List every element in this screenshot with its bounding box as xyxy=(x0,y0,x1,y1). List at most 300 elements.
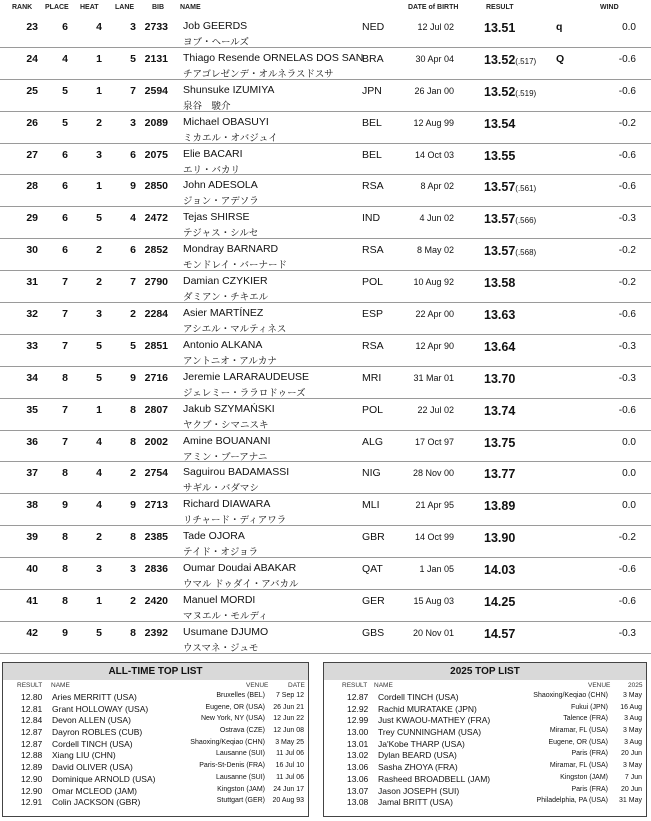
rank-cell: 28 xyxy=(26,180,38,193)
place-cell: 7 xyxy=(62,339,68,352)
list-result: 13.06 xyxy=(347,762,369,773)
alltime-header-venue: VENUE xyxy=(246,682,269,689)
lane-cell: 6 xyxy=(130,148,136,161)
place-cell: 8 xyxy=(62,371,68,384)
wind-reading: 0.0 xyxy=(622,22,636,33)
date-of-birth: 31 Mar 01 xyxy=(413,372,454,383)
lane-cell: 5 xyxy=(130,52,136,65)
place-cell: 4 xyxy=(62,52,68,65)
list-result: 13.06 xyxy=(347,773,369,784)
list-result: 12.90 xyxy=(21,773,43,784)
lane-cell: 5 xyxy=(130,339,136,352)
table-row xyxy=(0,367,651,399)
rank-cell: 35 xyxy=(26,403,38,416)
list-date: 3 May xyxy=(622,692,642,699)
place-cell: 5 xyxy=(62,116,68,129)
lane-cell: 6 xyxy=(130,244,136,257)
result-precise: (.517) xyxy=(515,56,537,66)
date-of-birth: 8 May 02 xyxy=(416,245,454,256)
result-time: 13.58 xyxy=(484,276,516,291)
wind-reading: -0.2 xyxy=(618,532,636,544)
result-cell xyxy=(484,372,515,386)
athlete-name: Oumar Doudai ABAKAR xyxy=(183,562,297,575)
bib-cell: 2851 xyxy=(144,339,168,352)
heat-cell: 2 xyxy=(96,116,102,129)
wind-reading: -0.2 xyxy=(618,245,636,257)
athlete-name: Shunsuke IZUMIYA xyxy=(183,83,275,96)
date-of-birth: 21 Apr 95 xyxy=(415,500,454,511)
list-athlete: Cordell TINCH (USA) xyxy=(52,738,133,749)
result-precise: (.519) xyxy=(515,88,537,98)
heat-cell: 5 xyxy=(96,339,102,352)
list-result: 12.87 xyxy=(21,727,43,738)
nation-code: RSA xyxy=(362,244,384,257)
nation-code: RSA xyxy=(362,339,384,352)
list-date: 20 Jun xyxy=(620,750,642,758)
list-venue: Paris-St-Denis (FRA) xyxy=(199,762,265,770)
yeartop-header-date: 2025 xyxy=(628,682,643,689)
heat-cell: 1 xyxy=(96,403,102,416)
list-athlete: Sasha ZHOYA (FRA) xyxy=(378,762,458,773)
athlete-name: Jakub SZYMAŃSKI xyxy=(183,402,275,415)
list-date: 3 May xyxy=(622,727,642,735)
bib-cell: 2385 xyxy=(144,531,168,544)
date-of-birth: 28 Nov 00 xyxy=(412,468,454,479)
athlete-name: Richard DIAWARA xyxy=(183,498,271,511)
list-athlete: David OLIVER (USA) xyxy=(52,762,133,773)
list-item xyxy=(324,774,646,786)
result-time: 13.55 xyxy=(484,148,516,163)
bib-cell: 2850 xyxy=(144,180,168,193)
list-athlete: Cordell TINCH (USA) xyxy=(378,692,459,702)
heat-cell: 4 xyxy=(96,435,102,448)
nation-code: BEL xyxy=(362,116,382,129)
bib-cell: 2089 xyxy=(144,116,168,129)
result-time: 13.89 xyxy=(484,499,516,514)
athlete-name-katakana: チアゴレゼンデ・オルネラスドスサ xyxy=(183,68,334,80)
place-cell: 8 xyxy=(62,595,68,608)
wind-reading: -0.6 xyxy=(618,596,636,608)
list-athlete: Dayron ROBLES (CUB) xyxy=(52,727,143,738)
list-venue: Kingston (JAM) xyxy=(217,785,265,793)
wind-reading: -0.3 xyxy=(618,372,636,384)
list-date: 12 Jun 22 xyxy=(273,715,304,723)
list-venue: Ostrava (CZE) xyxy=(219,727,265,735)
athlete-name: Tejas SHIRSE xyxy=(183,211,250,224)
nation-code: QAT xyxy=(362,563,383,576)
athlete-name-katakana: アミン・ブーアナニ xyxy=(183,451,268,463)
list-date: 12 Jun 08 xyxy=(273,727,304,735)
rank-cell: 26 xyxy=(26,116,38,129)
alltime-rows xyxy=(3,692,308,809)
table-row xyxy=(0,207,651,239)
result-time: 14.03 xyxy=(484,563,516,578)
list-result: 12.90 xyxy=(21,785,43,796)
list-item xyxy=(3,786,308,798)
bib-cell: 2420 xyxy=(144,595,168,608)
list-athlete: Just KWAOU-MATHEY (FRA) xyxy=(378,715,491,726)
date-of-birth: 26 Jan 00 xyxy=(414,85,454,96)
list-item xyxy=(324,762,646,774)
heat-cell: 5 xyxy=(96,626,102,639)
date-of-birth: 14 Oct 99 xyxy=(414,532,454,543)
bib-cell: 2852 xyxy=(144,244,168,257)
table-row xyxy=(0,48,651,80)
rank-cell: 36 xyxy=(26,435,38,448)
result-cell xyxy=(484,563,515,577)
place-cell: 8 xyxy=(62,531,68,544)
date-of-birth: 4 Jun 02 xyxy=(419,213,454,224)
bib-cell: 2790 xyxy=(144,276,168,289)
date-of-birth: 22 Apr 00 xyxy=(415,309,454,320)
table-row xyxy=(0,399,651,431)
yeartop-title: 2025 TOP LIST xyxy=(324,663,646,680)
lane-cell: 8 xyxy=(130,403,136,416)
alltime-title: ALL-TIME TOP LIST xyxy=(3,663,308,680)
list-date: 16 Jul 10 xyxy=(275,762,304,770)
athlete-name-katakana: ウマル ドゥダイ・アバカル xyxy=(183,579,299,591)
list-date: 7 Sep 12 xyxy=(275,692,304,699)
place-cell: 7 xyxy=(62,435,68,448)
rank-cell: 37 xyxy=(26,467,38,480)
lane-cell: 9 xyxy=(130,180,136,193)
alltime-header-result: RESULT xyxy=(17,682,43,689)
result-time: 13.52 xyxy=(484,84,516,99)
list-athlete: Ja'Kobe THARP (USA) xyxy=(378,738,465,749)
result-precise: (.561) xyxy=(515,184,537,194)
list-venue: Talence (FRA) xyxy=(563,715,608,723)
nation-code: ESP xyxy=(362,308,384,321)
lane-cell: 3 xyxy=(130,563,136,576)
result-time: 13.90 xyxy=(484,531,516,546)
athlete-name-katakana: モンドレイ・バーナード xyxy=(183,260,288,272)
result-time: 13.70 xyxy=(484,371,516,386)
place-cell: 8 xyxy=(62,467,68,480)
heat-cell: 3 xyxy=(96,563,102,576)
heat-cell: 1 xyxy=(96,52,102,65)
header-bib: BIB xyxy=(152,4,165,11)
list-venue: Fukui (JPN) xyxy=(571,703,608,711)
lane-cell: 3 xyxy=(130,21,136,33)
list-result: 13.00 xyxy=(347,727,369,738)
rank-cell: 30 xyxy=(26,244,38,257)
list-date: 3 May xyxy=(622,762,642,770)
nation-code: POL xyxy=(362,276,384,289)
result-cell xyxy=(484,276,515,290)
lane-cell: 8 xyxy=(130,435,136,448)
list-item xyxy=(3,774,308,786)
result-time: 13.51 xyxy=(484,21,516,35)
list-item xyxy=(3,797,308,809)
list-result: 12.87 xyxy=(21,738,43,749)
header-place: PLACE xyxy=(45,4,69,11)
list-date: 20 Aug 93 xyxy=(272,797,304,805)
rank-cell: 41 xyxy=(26,595,38,608)
alltime-header-name: NAME xyxy=(51,682,70,689)
bib-cell: 2713 xyxy=(144,499,168,512)
yeartop-top-list xyxy=(323,662,647,817)
wind-reading: -0.6 xyxy=(618,309,636,321)
alltime-top-list xyxy=(2,662,309,817)
result-cell xyxy=(484,244,536,258)
table-row xyxy=(0,335,651,367)
athlete-name: Manuel MORDI xyxy=(183,594,256,607)
result-time: 13.57 xyxy=(484,180,516,195)
list-venue: Miramar, FL (USA) xyxy=(549,762,608,770)
athlete-name-katakana: ウスマネ・ジュモ xyxy=(183,642,259,654)
athlete-name-katakana: ジョン・アデソラ xyxy=(183,196,259,208)
rank-cell: 29 xyxy=(26,212,38,225)
athlete-name: Usumane DJUMO xyxy=(183,625,269,638)
list-item xyxy=(324,692,646,704)
lane-cell: 9 xyxy=(130,499,136,512)
result-cell xyxy=(484,404,515,418)
list-item xyxy=(324,797,646,809)
result-cell xyxy=(484,21,515,35)
list-venue: Stuttgart (GER) xyxy=(216,797,265,805)
list-venue: Lausanne (SUI) xyxy=(215,750,265,758)
date-of-birth: 15 Aug 03 xyxy=(413,596,454,607)
list-date: 7 Jun xyxy=(624,773,642,781)
list-date: 16 Aug xyxy=(620,703,642,711)
athlete-name: Michael OBASUYI xyxy=(183,115,269,128)
result-cell xyxy=(484,212,536,226)
athlete-name: Asier MARTÍNEZ xyxy=(183,307,264,320)
result-cell xyxy=(484,499,515,513)
list-date: 3 Aug xyxy=(624,715,642,723)
list-item xyxy=(3,704,308,716)
list-athlete: Rachid MURATAKE (JPN) xyxy=(378,703,477,714)
bib-cell: 2807 xyxy=(144,403,168,416)
yeartop-header-name: NAME xyxy=(374,682,393,689)
lane-cell: 7 xyxy=(130,276,136,289)
bib-cell: 2733 xyxy=(144,21,168,33)
table-row xyxy=(0,558,651,590)
rank-cell: 42 xyxy=(26,626,38,639)
table-row xyxy=(0,622,651,654)
athlete-name: Jeremie LARARAUDEUSE xyxy=(183,370,310,383)
heat-cell: 4 xyxy=(96,467,102,480)
yeartop-header-venue: VENUE xyxy=(588,682,611,689)
list-athlete: Omar MCLEOD (JAM) xyxy=(52,785,137,796)
bib-cell: 2836 xyxy=(144,563,168,576)
list-item xyxy=(3,750,308,762)
list-item xyxy=(3,727,308,739)
athlete-name: Antonio ALKANA xyxy=(183,338,263,351)
wind-reading: -0.2 xyxy=(618,117,636,129)
result-time: 13.63 xyxy=(484,308,516,323)
place-cell: 6 xyxy=(62,21,68,33)
yeartop-rows xyxy=(324,692,646,809)
athlete-name-katakana: エリ・バカリ xyxy=(183,164,241,176)
result-cell xyxy=(484,149,515,163)
table-row xyxy=(0,16,651,48)
place-cell: 7 xyxy=(62,403,68,416)
yeartop-header-result: RESULT xyxy=(342,682,368,689)
table-row xyxy=(0,494,651,526)
nation-code: JPN xyxy=(362,84,382,97)
wind-reading: 0.0 xyxy=(622,436,636,448)
heat-cell: 4 xyxy=(96,499,102,512)
athlete-name: Amine BOUANANI xyxy=(183,434,271,447)
nation-code: GBS xyxy=(362,626,385,639)
date-of-birth: 14 Oct 03 xyxy=(414,149,454,160)
athlete-name-katakana: ヨブ・ヘールズ xyxy=(183,37,250,48)
wind-reading: -0.3 xyxy=(618,627,636,639)
athlete-name: Elie BACARI xyxy=(183,147,243,160)
list-item xyxy=(324,704,646,716)
wind-reading: -0.3 xyxy=(618,340,636,352)
list-result: 12.84 xyxy=(21,715,43,726)
rank-cell: 25 xyxy=(26,84,38,97)
list-item xyxy=(324,739,646,751)
place-cell: 6 xyxy=(62,180,68,193)
list-athlete: Aries MERRITT (USA) xyxy=(52,692,137,702)
list-venue: Shaoxing/Keqiao (CHN) xyxy=(533,692,608,699)
lane-cell: 8 xyxy=(130,626,136,639)
result-time: 13.52 xyxy=(484,52,516,67)
list-athlete: Jason JOSEPH (SUI) xyxy=(378,785,460,796)
nation-code: NED xyxy=(362,21,385,33)
rank-cell: 33 xyxy=(26,339,38,352)
place-cell: 6 xyxy=(62,212,68,225)
result-cell xyxy=(484,467,515,481)
nation-code: BEL xyxy=(362,148,382,161)
place-cell: 5 xyxy=(62,84,68,97)
bib-cell: 2002 xyxy=(144,435,168,448)
lane-cell: 2 xyxy=(130,467,136,480)
list-venue: Eugene, OR (USA) xyxy=(548,738,608,746)
list-result: 12.88 xyxy=(21,750,43,761)
nation-code: BRA xyxy=(362,52,384,65)
list-athlete: Grant HOLLOWAY (USA) xyxy=(52,703,149,714)
list-item xyxy=(324,715,646,727)
list-date: 3 May 25 xyxy=(275,738,304,746)
heat-cell: 2 xyxy=(96,276,102,289)
athlete-name-katakana: 泉谷 駿介 xyxy=(183,100,231,112)
wind-reading: -0.3 xyxy=(618,213,636,225)
athlete-name: Tade OJORA xyxy=(183,530,245,543)
heat-cell: 1 xyxy=(96,595,102,608)
heat-cell: 5 xyxy=(96,371,102,384)
result-cell xyxy=(484,595,515,609)
bib-cell: 2594 xyxy=(144,84,168,97)
result-cell xyxy=(484,627,515,641)
bib-cell: 2754 xyxy=(144,467,168,480)
bib-cell: 2075 xyxy=(144,148,168,161)
yeartop-header xyxy=(324,680,646,692)
table-row xyxy=(0,526,651,558)
nation-code: MRI xyxy=(362,371,382,384)
date-of-birth: 30 Apr 04 xyxy=(415,53,454,64)
bib-cell: 2472 xyxy=(144,212,168,225)
lane-cell: 9 xyxy=(130,371,136,384)
date-of-birth: 20 Nov 01 xyxy=(412,627,454,638)
nation-code: NIG xyxy=(362,467,381,480)
rank-cell: 23 xyxy=(26,21,38,33)
table-row xyxy=(0,144,651,176)
wind-reading: -0.6 xyxy=(618,564,636,576)
lane-cell: 2 xyxy=(130,595,136,608)
result-time: 13.57 xyxy=(484,212,516,227)
list-venue: Paris (FRA) xyxy=(571,750,608,758)
qualification-mark: Q xyxy=(556,52,565,65)
rank-cell: 39 xyxy=(26,531,38,544)
header-wind: WIND xyxy=(600,4,619,11)
results-header xyxy=(0,0,651,16)
result-time: 13.75 xyxy=(484,435,516,450)
list-athlete: Jamal BRITT (USA) xyxy=(378,797,453,808)
header-heat: HEAT xyxy=(80,4,99,11)
rank-cell: 32 xyxy=(26,308,38,321)
table-row xyxy=(0,239,651,271)
place-cell: 9 xyxy=(62,499,68,512)
qualification-mark: q xyxy=(556,21,563,33)
date-of-birth: 17 Oct 97 xyxy=(414,436,454,447)
list-item xyxy=(324,727,646,739)
table-row xyxy=(0,271,651,303)
list-result: 12.91 xyxy=(21,797,43,808)
list-date: 11 Jul 06 xyxy=(276,750,304,758)
table-row xyxy=(0,80,651,112)
nation-code: GBR xyxy=(362,531,385,544)
alltime-header xyxy=(3,680,308,692)
result-cell xyxy=(484,436,515,450)
athlete-name-katakana: リチャード・ディアワラ xyxy=(183,515,287,527)
result-time: 13.57 xyxy=(484,244,516,259)
list-result: 12.87 xyxy=(347,692,369,702)
nation-code: ALG xyxy=(362,435,384,448)
result-precise: (.566) xyxy=(515,216,537,226)
result-cell xyxy=(484,53,536,67)
list-result: 12.81 xyxy=(21,703,43,714)
list-venue: Lausanne (SUI) xyxy=(215,773,265,781)
alltime-header-date: DATE xyxy=(288,682,305,689)
nation-code: IND xyxy=(362,212,381,225)
list-item xyxy=(3,762,308,774)
athlete-name-katakana: アントニオ・アルカナ xyxy=(183,355,277,367)
lane-cell: 2 xyxy=(130,308,136,321)
list-item xyxy=(3,715,308,727)
table-row xyxy=(0,175,651,207)
table-row xyxy=(0,303,651,335)
list-date: 20 Jun xyxy=(620,785,642,793)
athlete-name: Thiago Resende ORNELAS DOS SAN xyxy=(183,51,364,64)
date-of-birth: 10 Aug 92 xyxy=(413,277,454,288)
heat-cell: 1 xyxy=(96,84,102,97)
list-item xyxy=(3,692,308,704)
list-venue: Shaoxing/Keqiao (CHN) xyxy=(190,738,265,746)
athlete-name: Damian CZYKIER xyxy=(183,275,268,288)
table-row xyxy=(0,590,651,622)
result-cell xyxy=(484,117,515,131)
bib-cell: 2392 xyxy=(144,626,168,639)
list-athlete: Trey CUNNINGHAM (USA) xyxy=(378,727,482,738)
list-result: 12.99 xyxy=(347,715,369,726)
list-venue: Eugene, OR (USA) xyxy=(205,703,265,711)
list-date: 11 Jul 06 xyxy=(276,773,304,781)
place-cell: 8 xyxy=(62,563,68,576)
result-time: 13.77 xyxy=(484,467,516,482)
date-of-birth: 1 Jan 05 xyxy=(419,564,454,575)
rank-cell: 34 xyxy=(26,371,38,384)
place-cell: 6 xyxy=(62,148,68,161)
nation-code: POL xyxy=(362,403,384,416)
heat-cell: 3 xyxy=(96,148,102,161)
wind-reading: -0.6 xyxy=(618,149,636,161)
athlete-name-katakana: ジェレミー・ララロドゥーズ xyxy=(183,387,306,399)
place-cell: 6 xyxy=(62,244,68,257)
